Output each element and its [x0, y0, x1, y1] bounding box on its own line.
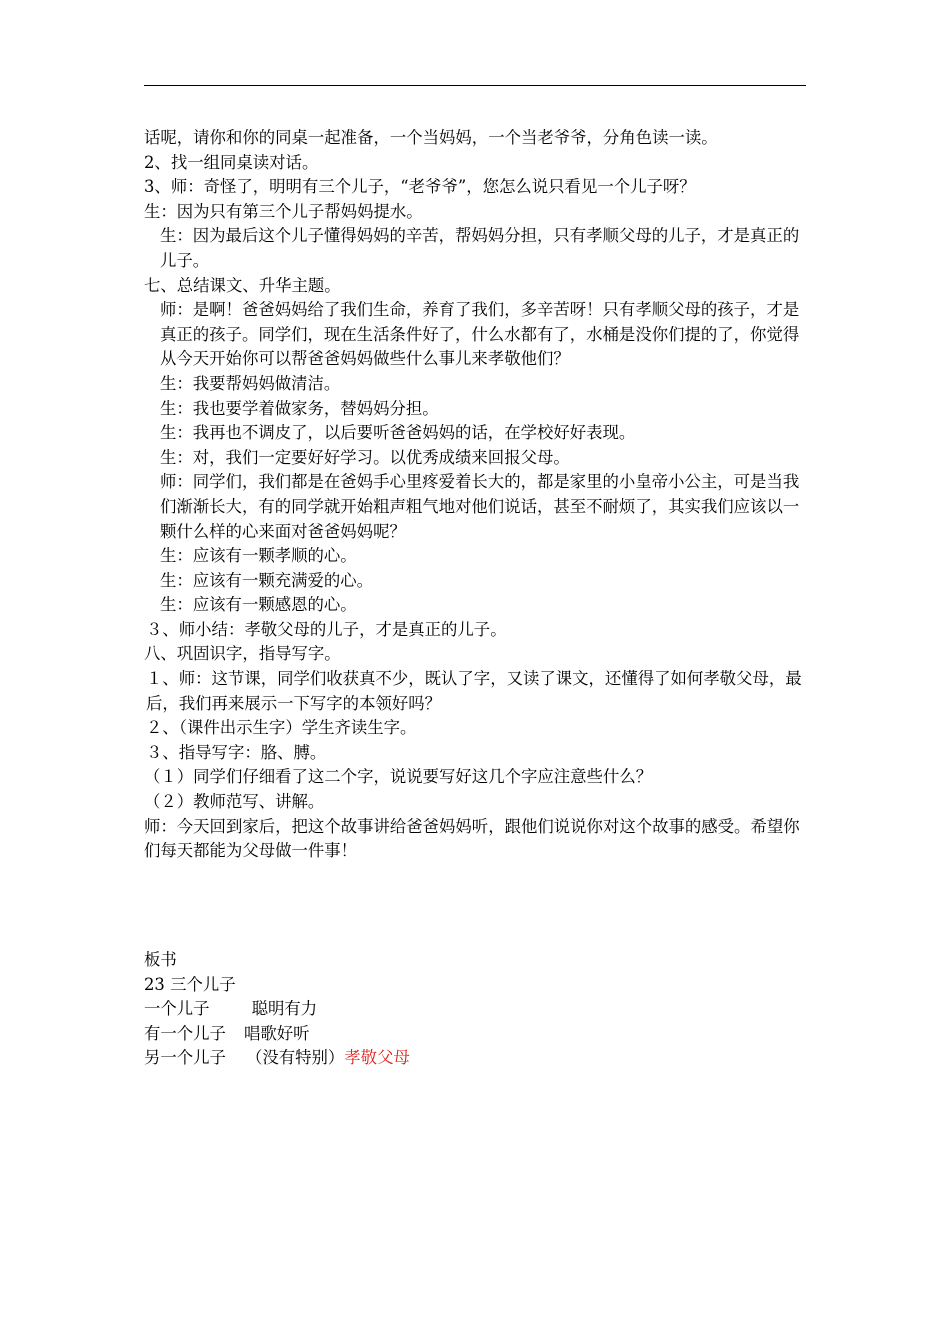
paragraph: １、师：这节课，同学们收获真不少，既认了字，又读了课文，还懂得了如何孝敬父母，最后，我们再来展示一下写字的本领好吗？	[146, 669, 802, 713]
paragraph: 话呢，请你和你的同桌一起准备，一个当妈妈，一个当老爷爷，分角色读一读。	[144, 128, 718, 147]
paragraph: 生：我再也不调皮了，以后要听爸爸妈妈的话，在学校好好表现。	[160, 423, 636, 443]
paragraph: 3、师：奇怪了，明明有三个儿子，“老爷爷”，您怎么说只看见一个儿子呀？	[144, 177, 696, 197]
paragraph: （２）教师范写、讲解。	[144, 792, 325, 812]
paragraph: 生：对，我们一定要好好学习。以优秀成绩来回报父母。	[160, 447, 570, 467]
paragraph: 师：是啊！爸爸妈妈给了我们生命，养育了我们，多辛苦呀！只有孝顺父母的孩子，才是真正的孩子。同学们，现在生活条件好了，什么水都有了，水桶是没你们提的了，你觉得从今天开始你可以帮爸爸妈妈做些什么事儿来孝敬他们？	[160, 300, 800, 369]
paragraph: 生：我也要学着做家务，替妈妈分担。	[160, 398, 439, 418]
paragraph: 生：因为只有第三个儿子帮妈妈提水。	[144, 201, 423, 221]
board-row-1-left: 一个儿子	[144, 999, 210, 1019]
paragraph: 生：因为最后这个儿子懂得妈妈的辛苦，帮妈妈分担，只有孝顺父母的儿子，才是真正的儿子。	[160, 226, 800, 270]
blackboard-summary	[144, 948, 814, 1071]
paragraph: 师：同学们，我们都是在爸妈手心里疼爱着长大的，都是家里的小皇帝小公主，可是当我们渐渐长大，有的同学就开始粗声粗气地对他们说话，甚至不耐烦了，其实我们应该以一颗什么样的心来面对爸爸妈妈呢？	[160, 472, 800, 541]
board-row-2	[144, 1022, 814, 1047]
board-row-2-right: 唱歌好听	[243, 1023, 310, 1043]
board-row-3-highlight: 孝敬父母	[344, 1048, 410, 1068]
paragraph: （１）同学们仔细看了这二个字，说说要写好这几个字应注意些什么？	[144, 767, 653, 787]
board-title: 23 三个儿子	[144, 974, 236, 994]
board-row-1	[144, 997, 814, 1022]
paragraph: 师：今天回到家后，把这个故事讲给爸爸妈妈听，跟他们说说你对这个故事的感受。希望你们每天都能为父母做一件事！	[144, 816, 800, 861]
board-row-2-left: 有一个儿子	[144, 1023, 226, 1043]
board-row-3-middle: （没有特别）	[245, 1048, 345, 1068]
board-row-1-right: 聪明有力	[251, 999, 318, 1019]
paragraph: 生：应该有一颗孝顺的心。	[160, 546, 357, 566]
board-row-3	[144, 1046, 814, 1071]
board-heading: 板书	[144, 950, 177, 969]
paragraph: 生：我要帮妈妈做清洁。	[160, 373, 341, 393]
header-rule	[144, 85, 806, 86]
paragraph: 生：应该有一颗充满爱的心。	[160, 570, 374, 590]
paragraph: ２、（课件出示生字）学生齐读生字。	[146, 718, 417, 738]
paragraph: ３、师小结：孝敬父母的儿子，才是真正的儿子。	[146, 619, 507, 639]
board-row-3-left: 另一个儿子	[144, 1048, 226, 1068]
paragraph: 生：应该有一颗感恩的心。	[160, 595, 357, 615]
paragraph: ３、指导写字：胳、膊。	[146, 742, 327, 762]
section-heading: 八、巩固识字，指导写字。	[144, 644, 341, 664]
section-heading: 七、总结课文、升华主题。	[144, 275, 341, 295]
lesson-body	[144, 126, 814, 864]
paragraph: 2、找一组同桌读对话。	[144, 152, 319, 172]
